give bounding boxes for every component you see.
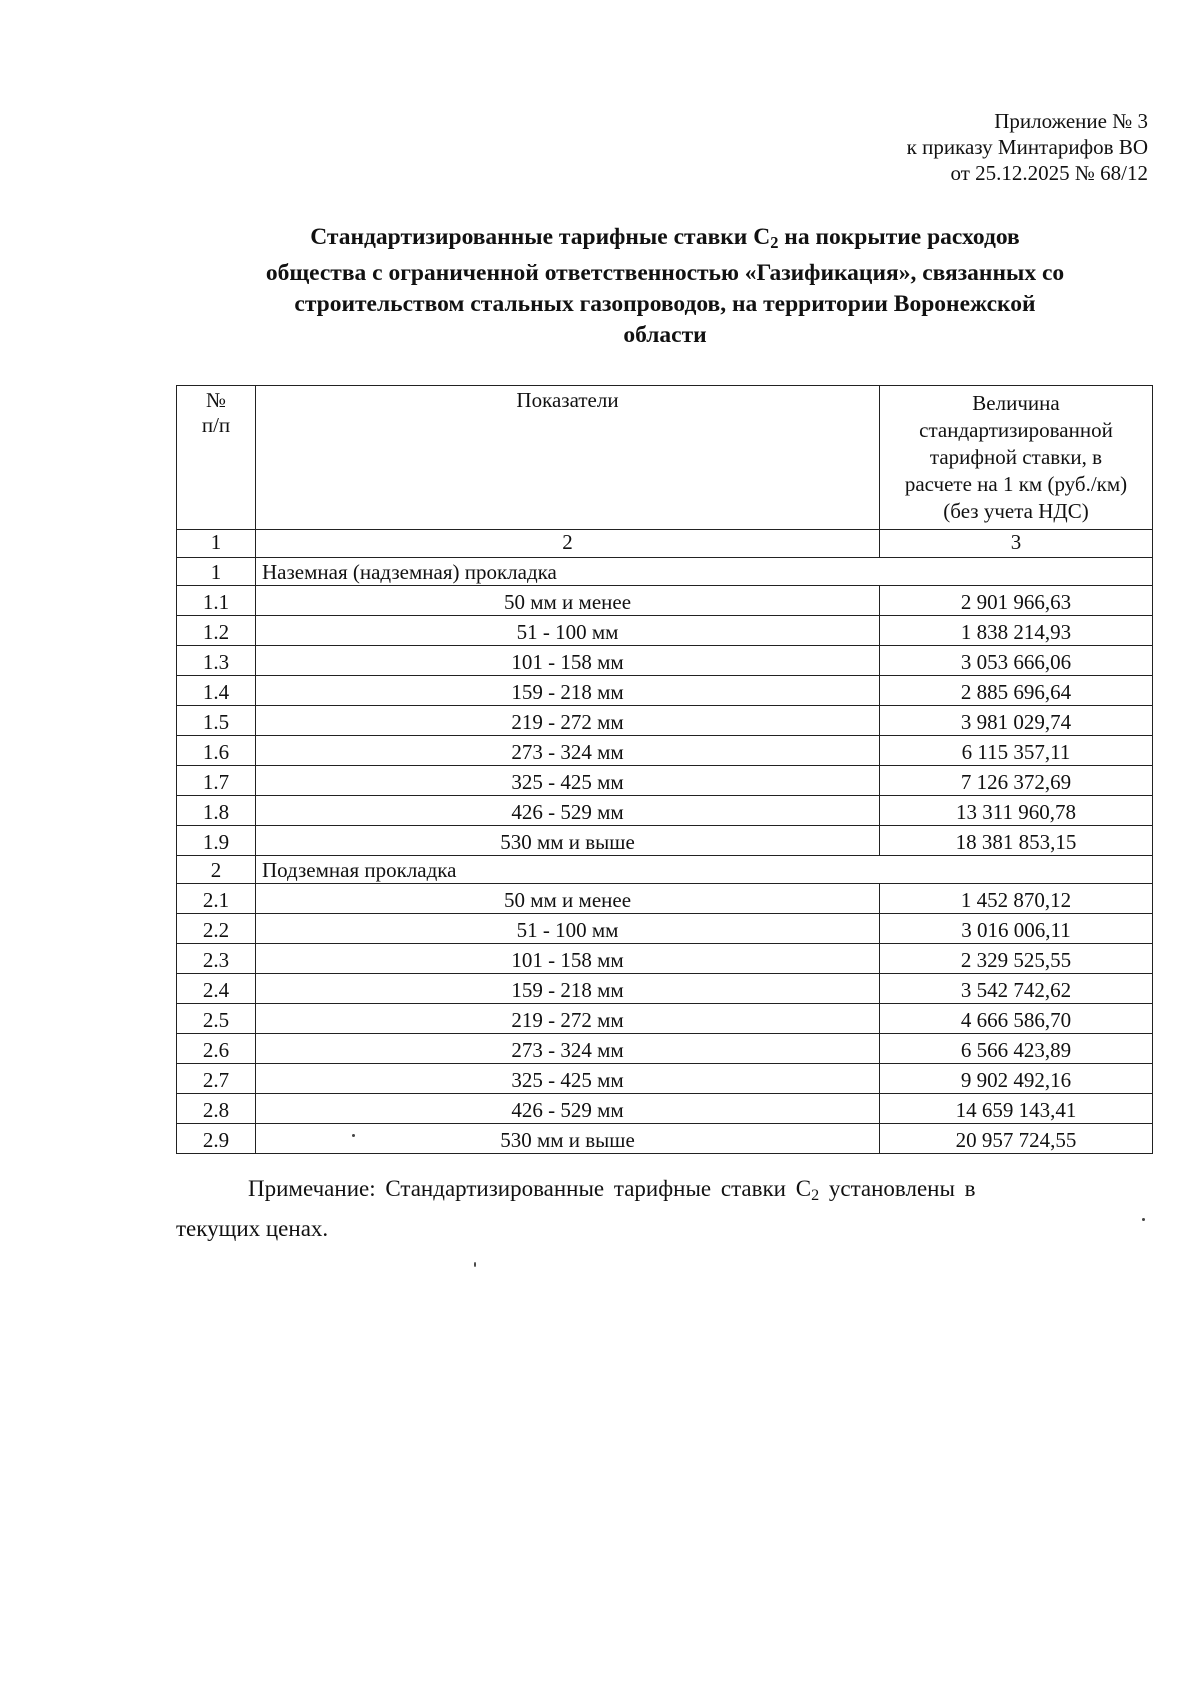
row-value: 2 329 525,55 (880, 944, 1153, 974)
column-number: 3 (880, 530, 1153, 558)
row-indicator: 325 - 425 мм (256, 1064, 880, 1094)
header-value-line: Величина (972, 391, 1060, 415)
header-value-line: расчете на 1 км (руб./км) (904, 472, 1128, 496)
header-indicator: Показатели (256, 386, 880, 530)
row-indicator: 426 - 529 мм (256, 1094, 880, 1124)
title-line-2: общества с ограниченной ответственностью «Газификация», связанных со (265, 260, 1065, 287)
row-number: 1.8 (177, 796, 256, 826)
row-indicator: 426 - 529 мм (256, 796, 880, 826)
table-row (177, 1004, 1153, 1034)
footnote-line-1 (176, 1172, 1152, 1212)
footnote-subscript: 2 (811, 1187, 820, 1205)
title-line-4: области (623, 322, 707, 349)
row-number: 2.9 (177, 1124, 256, 1154)
table-row (177, 676, 1153, 706)
table-header-row (177, 386, 1153, 530)
row-number: 1.7 (177, 766, 256, 796)
column-number-row (177, 530, 1153, 558)
section-label: Подземная прокладка (256, 856, 1153, 884)
title-line-1 (170, 222, 1160, 258)
row-indicator: 50 мм и менее (256, 884, 880, 914)
header-value-line: тарифной ставки, в (929, 445, 1103, 469)
table-row (177, 766, 1153, 796)
row-indicator: 159 - 218 мм (256, 676, 880, 706)
column-number: 2 (256, 530, 880, 558)
row-value: 3 542 742,62 (880, 974, 1153, 1004)
row-value: 6 566 423,89 (880, 1034, 1153, 1064)
appendix-order: к приказу Минтарифов ВО (906, 135, 1148, 159)
row-indicator: 50 мм и менее (256, 586, 880, 616)
title-subscript: 2 (770, 233, 779, 253)
table-row (177, 586, 1153, 616)
header-number-abbr: п/п (201, 413, 231, 437)
row-number: 2.4 (177, 974, 256, 1004)
row-value: 2 885 696,64 (880, 676, 1153, 706)
table-row (177, 646, 1153, 676)
row-value: 3 053 666,06 (880, 646, 1153, 676)
row-number: 2.2 (177, 914, 256, 944)
row-number: 2.3 (177, 944, 256, 974)
appendix-number: Приложение № 3 (994, 109, 1148, 133)
table-row (177, 706, 1153, 736)
row-number: 2.5 (177, 1004, 256, 1034)
table-row (177, 616, 1153, 646)
row-number: 1.1 (177, 586, 256, 616)
appendix-date: от 25.12.2025 № 68/12 (950, 161, 1148, 185)
row-indicator: 219 - 272 мм (256, 706, 880, 736)
title-line-3: строительством стальных газопроводов, на территории Воронежской (294, 291, 1036, 318)
row-indicator: 51 - 100 мм (256, 914, 880, 944)
header-value (880, 386, 1153, 530)
footnote-line-2: текущих ценах. (176, 1216, 329, 1242)
table-row (177, 736, 1153, 766)
row-indicator: 219 - 272 мм (256, 1004, 880, 1034)
table-row (177, 884, 1153, 914)
section-row (177, 856, 1153, 884)
row-value: 20 957 724,55 (880, 1124, 1153, 1154)
row-number: 1.5 (177, 706, 256, 736)
table-row (177, 1034, 1153, 1064)
appendix-reference (907, 108, 1148, 186)
header-number-sign: № (205, 388, 227, 412)
row-number: 1.6 (177, 736, 256, 766)
row-value: 1 838 214,93 (880, 616, 1153, 646)
row-value: 18 381 853,15 (880, 826, 1153, 856)
table-row (177, 826, 1153, 856)
row-number: 2.8 (177, 1094, 256, 1124)
table-body (177, 558, 1153, 1154)
row-number: 2.6 (177, 1034, 256, 1064)
footnote-tail: установлены в (819, 1176, 976, 1201)
footnote (176, 1172, 1152, 1245)
table-row (177, 1064, 1153, 1094)
row-number: 2.7 (177, 1064, 256, 1094)
footnote-text: Примечание: Стандартизированные тарифные ставки С (248, 1176, 812, 1201)
section-number: 2 (177, 856, 256, 884)
row-value: 9 902 492,16 (880, 1064, 1153, 1094)
table-row (177, 796, 1153, 826)
scan-speck (352, 1134, 355, 1137)
row-value: 13 311 960,78 (880, 796, 1153, 826)
row-value: 7 126 372,69 (880, 766, 1153, 796)
title-line-1-text: Стандартизированные тарифные ставки С (310, 224, 771, 250)
row-value: 3 016 006,11 (880, 914, 1153, 944)
table-row (177, 1094, 1153, 1124)
header-value-line: (без учета НДС) (943, 499, 1089, 523)
table-row (177, 914, 1153, 944)
row-value: 2 901 966,63 (880, 586, 1153, 616)
section-row (177, 558, 1153, 586)
column-number: 1 (177, 530, 256, 558)
row-indicator: 530 мм и выше (256, 1124, 880, 1154)
row-indicator: 101 - 158 мм (256, 646, 880, 676)
section-number: 1 (177, 558, 256, 586)
table-row (177, 1124, 1153, 1154)
table-row (177, 974, 1153, 1004)
row-value: 6 115 357,11 (880, 736, 1153, 766)
row-value: 4 666 586,70 (880, 1004, 1153, 1034)
row-indicator: 273 - 324 мм (256, 1034, 880, 1064)
title-line-1-tail: на покрытие расходов (778, 224, 1020, 250)
row-indicator: 101 - 158 мм (256, 944, 880, 974)
tariff-table (176, 385, 1153, 1154)
header-value-line: стандартизированной (919, 418, 1113, 442)
row-number: 1.9 (177, 826, 256, 856)
scan-speck (474, 1262, 476, 1267)
row-value: 3 981 029,74 (880, 706, 1153, 736)
row-indicator: 325 - 425 мм (256, 766, 880, 796)
row-value: 14 659 143,41 (880, 1094, 1153, 1124)
row-number: 1.2 (177, 616, 256, 646)
row-indicator: 159 - 218 мм (256, 974, 880, 1004)
document-title (170, 222, 1160, 351)
row-value: 1 452 870,12 (880, 884, 1153, 914)
header-number (177, 386, 256, 530)
table-row (177, 944, 1153, 974)
section-label: Наземная (надземная) прокладка (256, 558, 1153, 586)
row-number: 2.1 (177, 884, 256, 914)
row-indicator: 530 мм и выше (256, 826, 880, 856)
row-number: 1.3 (177, 646, 256, 676)
row-indicator: 51 - 100 мм (256, 616, 880, 646)
row-number: 1.4 (177, 676, 256, 706)
scan-speck (1142, 1218, 1145, 1221)
row-indicator: 273 - 324 мм (256, 736, 880, 766)
